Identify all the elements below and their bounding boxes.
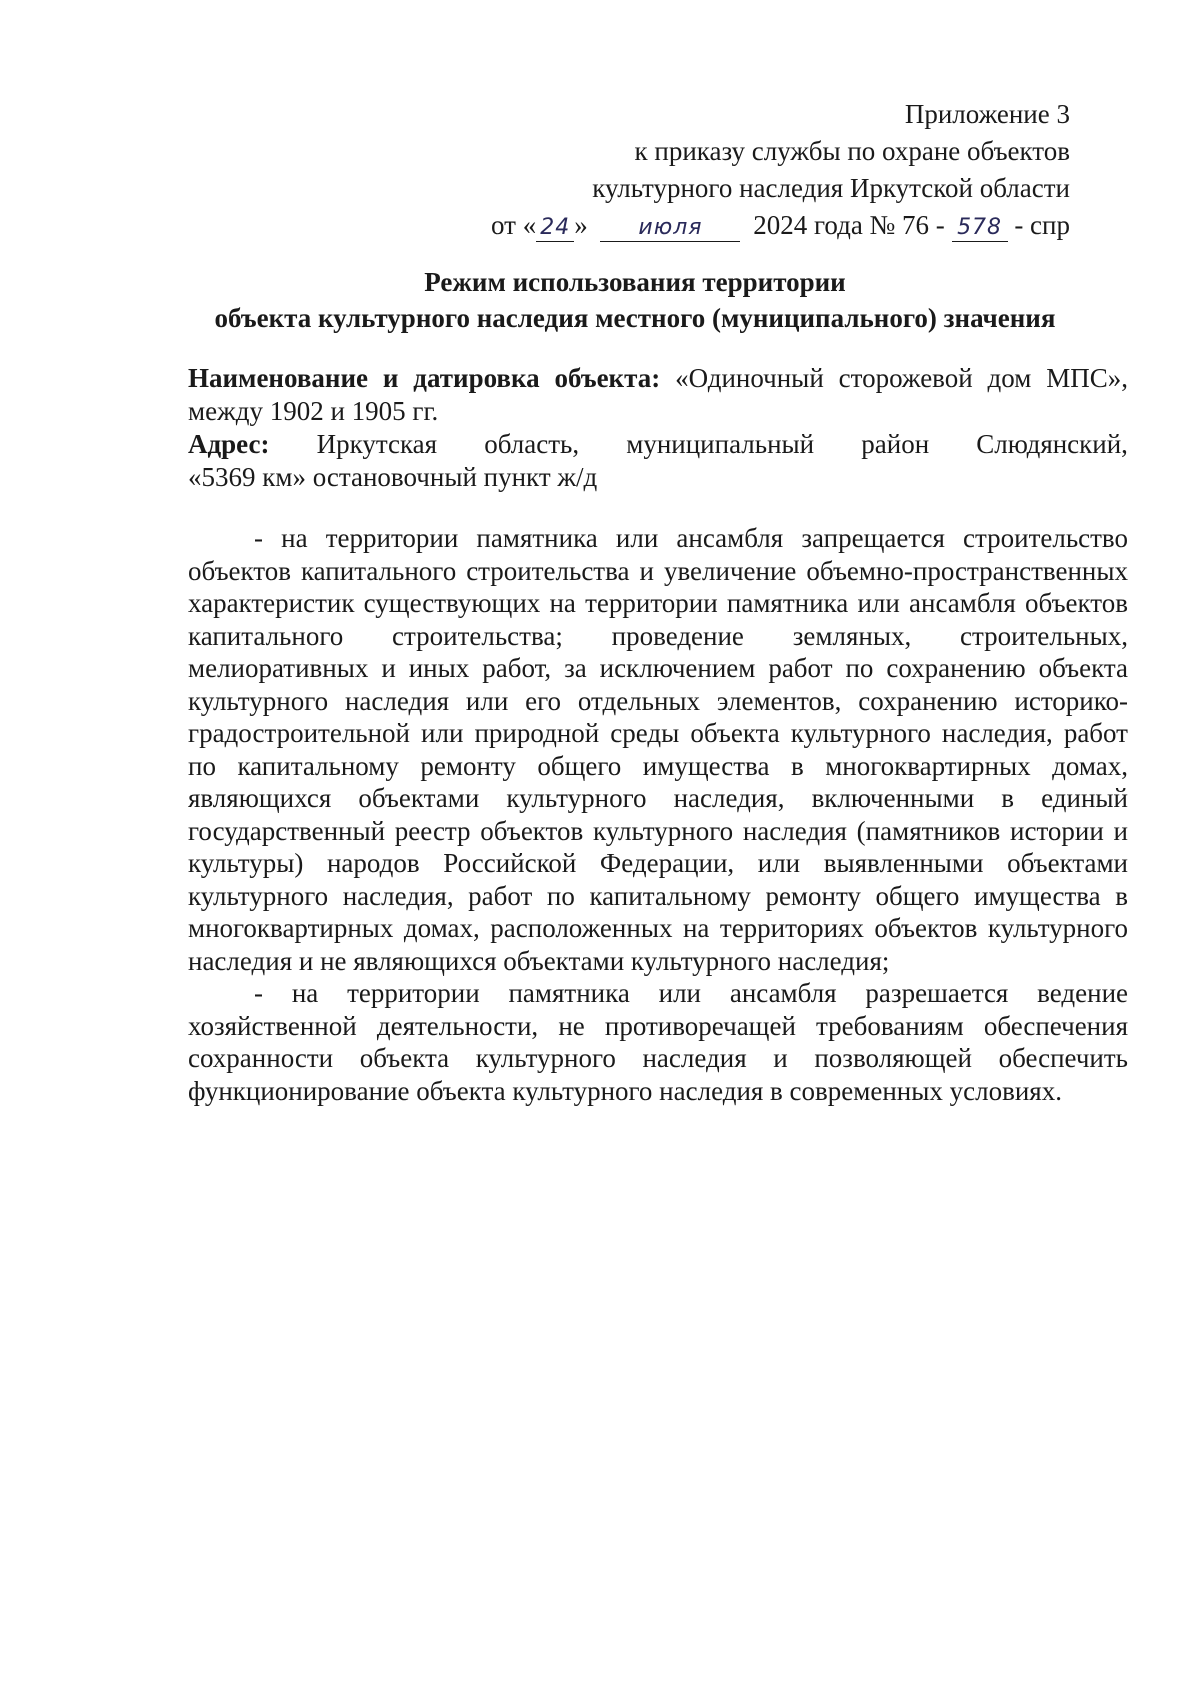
order-reference: к приказу службы по охране объектов [634, 136, 1070, 166]
address-word: Слюдянский, [976, 429, 1128, 459]
object-info [188, 362, 1128, 494]
address-word: район [861, 429, 930, 459]
handwritten-month: июля [600, 215, 740, 242]
handwritten-day: 24 [536, 215, 574, 242]
order-suffix: - спр [1014, 210, 1070, 240]
address-word: муниципальный [626, 429, 815, 459]
regime-paragraph-prohibitions: - на территории памятника или ансамбля запрещается строительство объектов капитального строительства и увеличение объемно-пространственных характеристик существующих на территории памятника или ансамбля объектов капитального строительства; проведение земляных, строительных, мелиоративных и иных работ, за исключением работ по сохранению объекта культурного наследия или его отдельных элементов, сохранению историко-градостроительной или природной среды объекта культурного наследия, работ по капитальному ремонту общего имущества в многоквартирных домах, являющихся объектами культурного наследия, включенными в единый государственный реестр объектов культурного наследия (памятников истории и культуры) народов Российской Федерации, или выявленными объектами культурного наследия, работ по капитальному ремонту общего имущества в многоквартирных домах, расположенных на территориях объектов культурного наследия и не являющихся объектами культурного наследия; [188, 523, 1128, 976]
title-line-2: объекта культурного наследия местного (муниципального) значения [214, 303, 1056, 333]
regime-text [188, 522, 1128, 1107]
document-title [170, 264, 1100, 336]
date-year: 2024 года № 76 - [753, 210, 945, 240]
object-name-value: «Одиночный сторожевой дом МПС», между 1902 и 1905 гг. [188, 363, 1128, 426]
authority-name: культурного наследия Иркутской области [592, 173, 1070, 203]
object-name [188, 362, 1128, 428]
regime-paragraph-permissions: - на территории памятника или ансамбля разрешается ведение хозяйственной деятельности, не противоречащей требованиям обеспечения сохранности объекта культурного наследия и позволяющей обеспечить функционирование объекта культурного наследия в современных условиях. [188, 978, 1128, 1106]
address-word: Иркутская [316, 429, 438, 459]
date-prefix: от « [491, 210, 537, 240]
object-address [188, 428, 1128, 494]
appendix-number: Приложение 3 [904, 99, 1070, 129]
title-line-1: Режим использования территории [424, 267, 846, 297]
address-word: область, [484, 429, 580, 459]
appendix-header [370, 96, 1070, 244]
order-date-line [370, 207, 1070, 244]
object-name-label: Наименование и датировка объекта: [188, 363, 661, 393]
handwritten-order-number: 578 [952, 215, 1008, 242]
address-label: Адрес: [188, 429, 270, 459]
address-rest: «5369 км» остановочный пункт ж/д [188, 462, 598, 492]
date-mid: » [574, 210, 588, 240]
address-first-line [188, 428, 1128, 461]
